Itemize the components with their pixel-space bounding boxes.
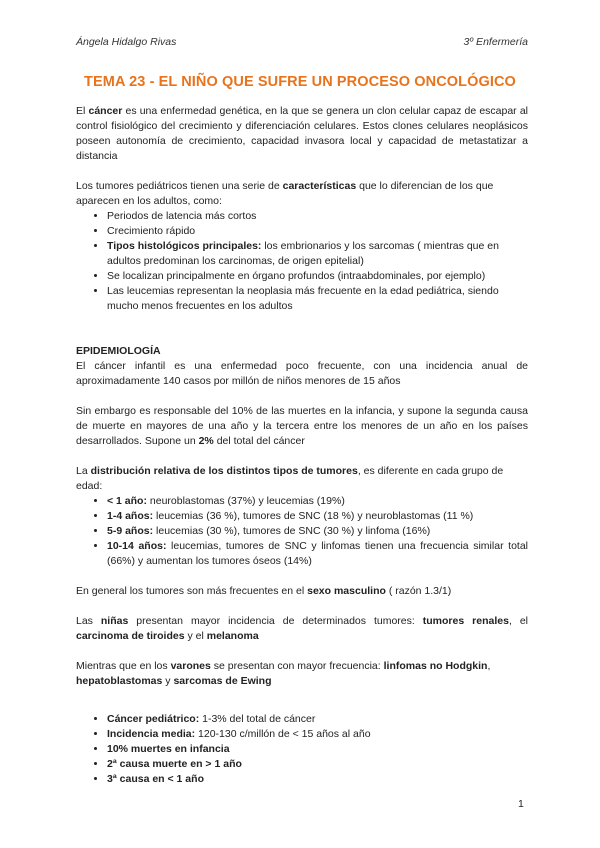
document-title: TEMA 23 - EL NIÑO QUE SUFRE UN PROCESO ONCOLÓGICO: [84, 74, 516, 90]
epidemiology-paragraph-1: El cáncer infantil es una enfermedad poco frecuente, con una incidencia anual de aproximadamente 140 casos por millón de niños menores de 15 años: [76, 360, 528, 387]
epidemiology-heading: EPIDEMIOLOGÍA: [76, 345, 161, 357]
male-paragraph: En general los tumores son más frecuentes en el sexo masculino ( razón 1.3/1): [76, 585, 452, 597]
distribution-paragraph: La distribución relativa de los distintos tipos de tumores, es diferente en cada grupo de edad:: [76, 465, 504, 492]
boys-paragraph: Mientras que en los varones se presentan con mayor frecuencia: linfomas no Hodgkin, hepatoblastomas y sarcomas de Ewing: [76, 660, 491, 687]
list-item: • Incidencia media: 120-130 c/millón de < 15 años al año: [107, 727, 528, 742]
intro-paragraph: [76, 104, 528, 164]
list-item: • 10-14 años: leucemias, tumores de SNC y linfomas tienen una frecuencia similar total (66%) y aumentan los tumores óseos (14%): [107, 539, 528, 569]
characteristics-pre: Los tumores pediátricos tienen una serie de: [76, 180, 283, 192]
age-group-list: [76, 494, 528, 569]
list-item: • Se localizan principalmente en órgano profundos (intraabdominales, por ejemplo): [107, 269, 528, 284]
list-item: • Crecimiento rápido: [107, 224, 528, 239]
document-body: [76, 104, 528, 787]
list-item: • 2ª causa muerte en > 1 año: [107, 757, 528, 772]
list-item: • Cáncer pediátrico: 1-3% del total de cáncer: [107, 712, 528, 727]
characteristics-term: características: [282, 180, 357, 192]
intro-post: es una enfermedad genética, en la que se genera un clon celular capaz de escapar al control fisiológico del crecimiento y diferenciación celulares. Estos clones celulares neoplásicos poseen autonomía de crecimiento, capacidad invasora local y capacidad de metastatizar a distancia: [76, 105, 528, 162]
list-item: • Tipos histológicos principales: los embrionarios y los sarcomas ( mientras que en adultos predominan los carcinomas, de origen epitelial): [107, 239, 528, 269]
intro-term: cáncer: [88, 105, 123, 117]
characteristics-post: que lo diferencian de los que aparecen en los adultos, como:: [76, 180, 494, 207]
list-item: • 1-4 años: leucemias (36 %), tumores de SNC (18 %) y neuroblastomas (11 %): [107, 509, 528, 524]
list-item: • Periodos de latencia más cortos: [107, 209, 528, 224]
header-author: Ángela Hidalgo Rivas: [76, 36, 177, 48]
characteristics-list: [76, 209, 528, 314]
list-item: • < 1 año: neuroblastomas (37%) y leucemias (19%): [107, 494, 528, 509]
header-course: 3º Enfermería: [463, 36, 528, 48]
list-item: • 5-9 años: leucemias (30 %), tumores de SNC (30 %) y linfoma (16%): [107, 524, 528, 539]
girls-paragraph: Las niñas presentan mayor incidencia de determinados tumores: tumores renales, el carcinoma de tiroides y el melanoma: [76, 615, 528, 642]
summary-list: [76, 712, 528, 787]
characteristics-paragraph: [76, 179, 528, 209]
list-item: • 3ª causa en < 1 año: [107, 772, 528, 787]
epidemiology-paragraph-2: Sin embargo es responsable del 10% de las muertes en la infancia, y supone la segunda causa de muerte en mayores de una año y la tercera entre los menores de un año en los países desarrollados. Supone un 2% del total del cáncer: [76, 405, 528, 447]
list-item: • 10% muertes en infancia: [107, 742, 528, 757]
page-number: 1: [518, 798, 524, 810]
intro-pre: El: [76, 105, 89, 117]
list-item: • Las leucemias representan la neoplasia más frecuente en la edad pediátrica, siendo mucho menos frecuentes en los adultos: [107, 284, 528, 314]
